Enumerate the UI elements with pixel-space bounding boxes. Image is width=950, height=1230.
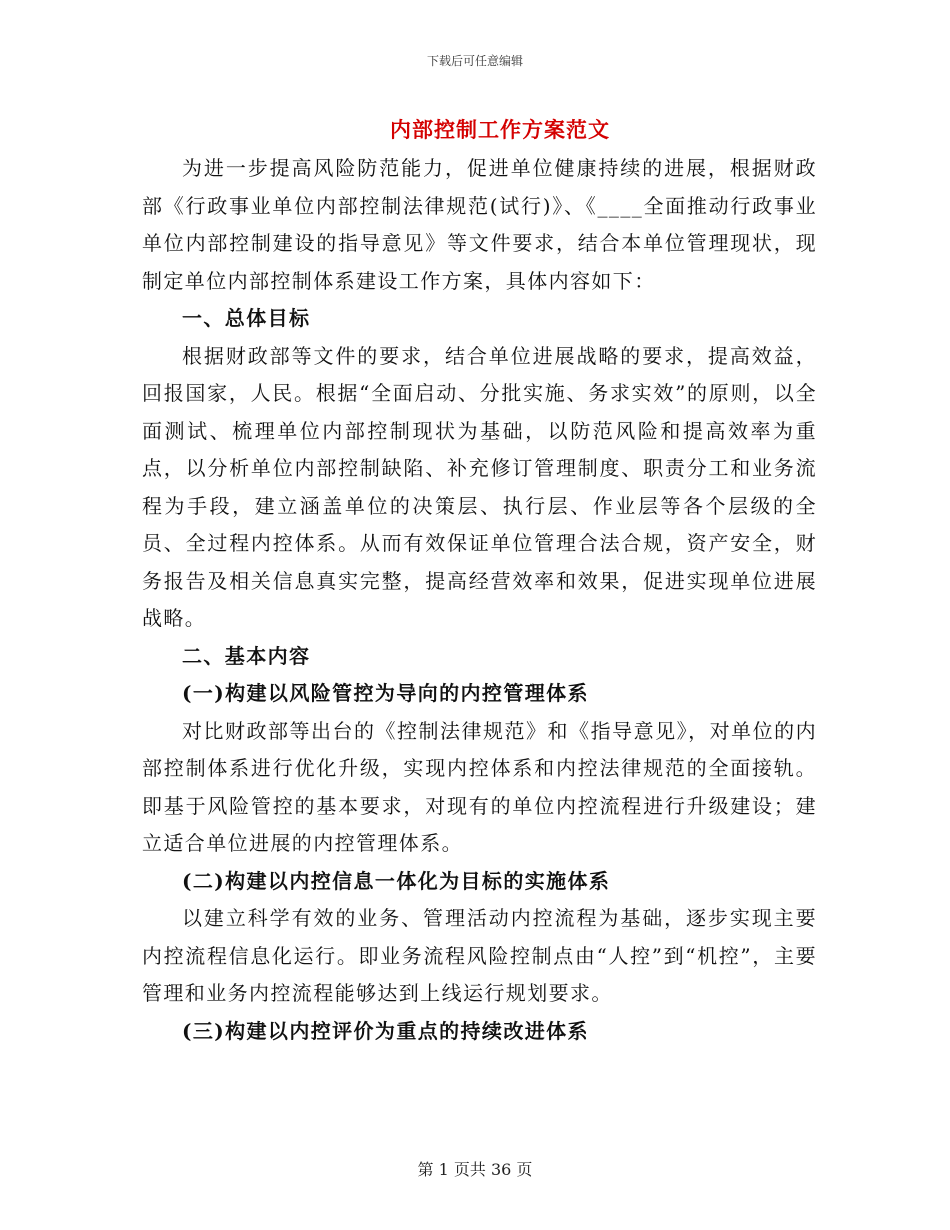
subsection-1-paragraph: 对比财政部等出台的《控制法律规范》和《指导意见》，对单位的内部控制体系进行优化升级，实现内控体系和内控法律规范的全面接轨。即基于风险管控的基本要求，对现有的单位内控流程进行升级建设；建立适合单位进展的内控管理体系。: [142, 718, 817, 855]
subsection-2-paragraph: 以建立科学有效的业务、管理活动内控流程为基础，逐步实现主要内控流程信息化运行。即业务流程风险控制点由“人控”到“机控”，主要管理和业务内控流程能够达到上线运行规划要求。: [142, 906, 817, 1005]
overall-goal-paragraph: 根据财政部等文件的要求，结合单位进展战略的要求，提高效益，回报国家，人民。根据“全面启动、分批实施、务求实效”的原则，以全面测试、梳理单位内部控制现状为基础，以防范风险和提高效率为重点，以分析单位内部控制缺陷、补充修订管理制度、职责分工和业务流程为手段，建立涵盖单位的决策层、执行层、作业层等各个层级的全员、全过程内控体系。从而有效保证单位管理合法合规，资产安全，财务报告及相关信息真实完整，提高经营效率和效果，促进实现单位进展战略。: [142, 343, 817, 630]
intro-paragraph: 为进一步提高风险防范能力，促进单位健康持续的进展，根据财政部《行政事业单位内部控制法律规范(试行)》、《____全面推动行政事业单位内部控制建设的指导意见》等文件要求，结合本单位管理现状，现制定单位内部控制体系建设工作方案，具体内容如下：: [142, 156, 817, 293]
document-body: [142, 150, 817, 1050]
section-heading-basic-content: 二、基本内容: [182, 643, 311, 668]
subsection-heading-3: (三)构建以内控评价为重点的持续改进体系: [182, 1018, 589, 1043]
section-heading-overall-goal: 一、总体目标: [182, 306, 311, 330]
subsection-heading-1: (一)构建以风险管控为导向的内控管理体系: [182, 681, 589, 705]
document-title: 内部控制工作方案范文: [390, 117, 610, 142]
page-number-footer: 第 1 页共 36 页: [417, 1160, 533, 1179]
header-note: 下载后可任意编辑: [426, 54, 523, 68]
subsection-heading-2: (二)构建以内控信息一体化为目标的实施体系: [182, 868, 611, 893]
